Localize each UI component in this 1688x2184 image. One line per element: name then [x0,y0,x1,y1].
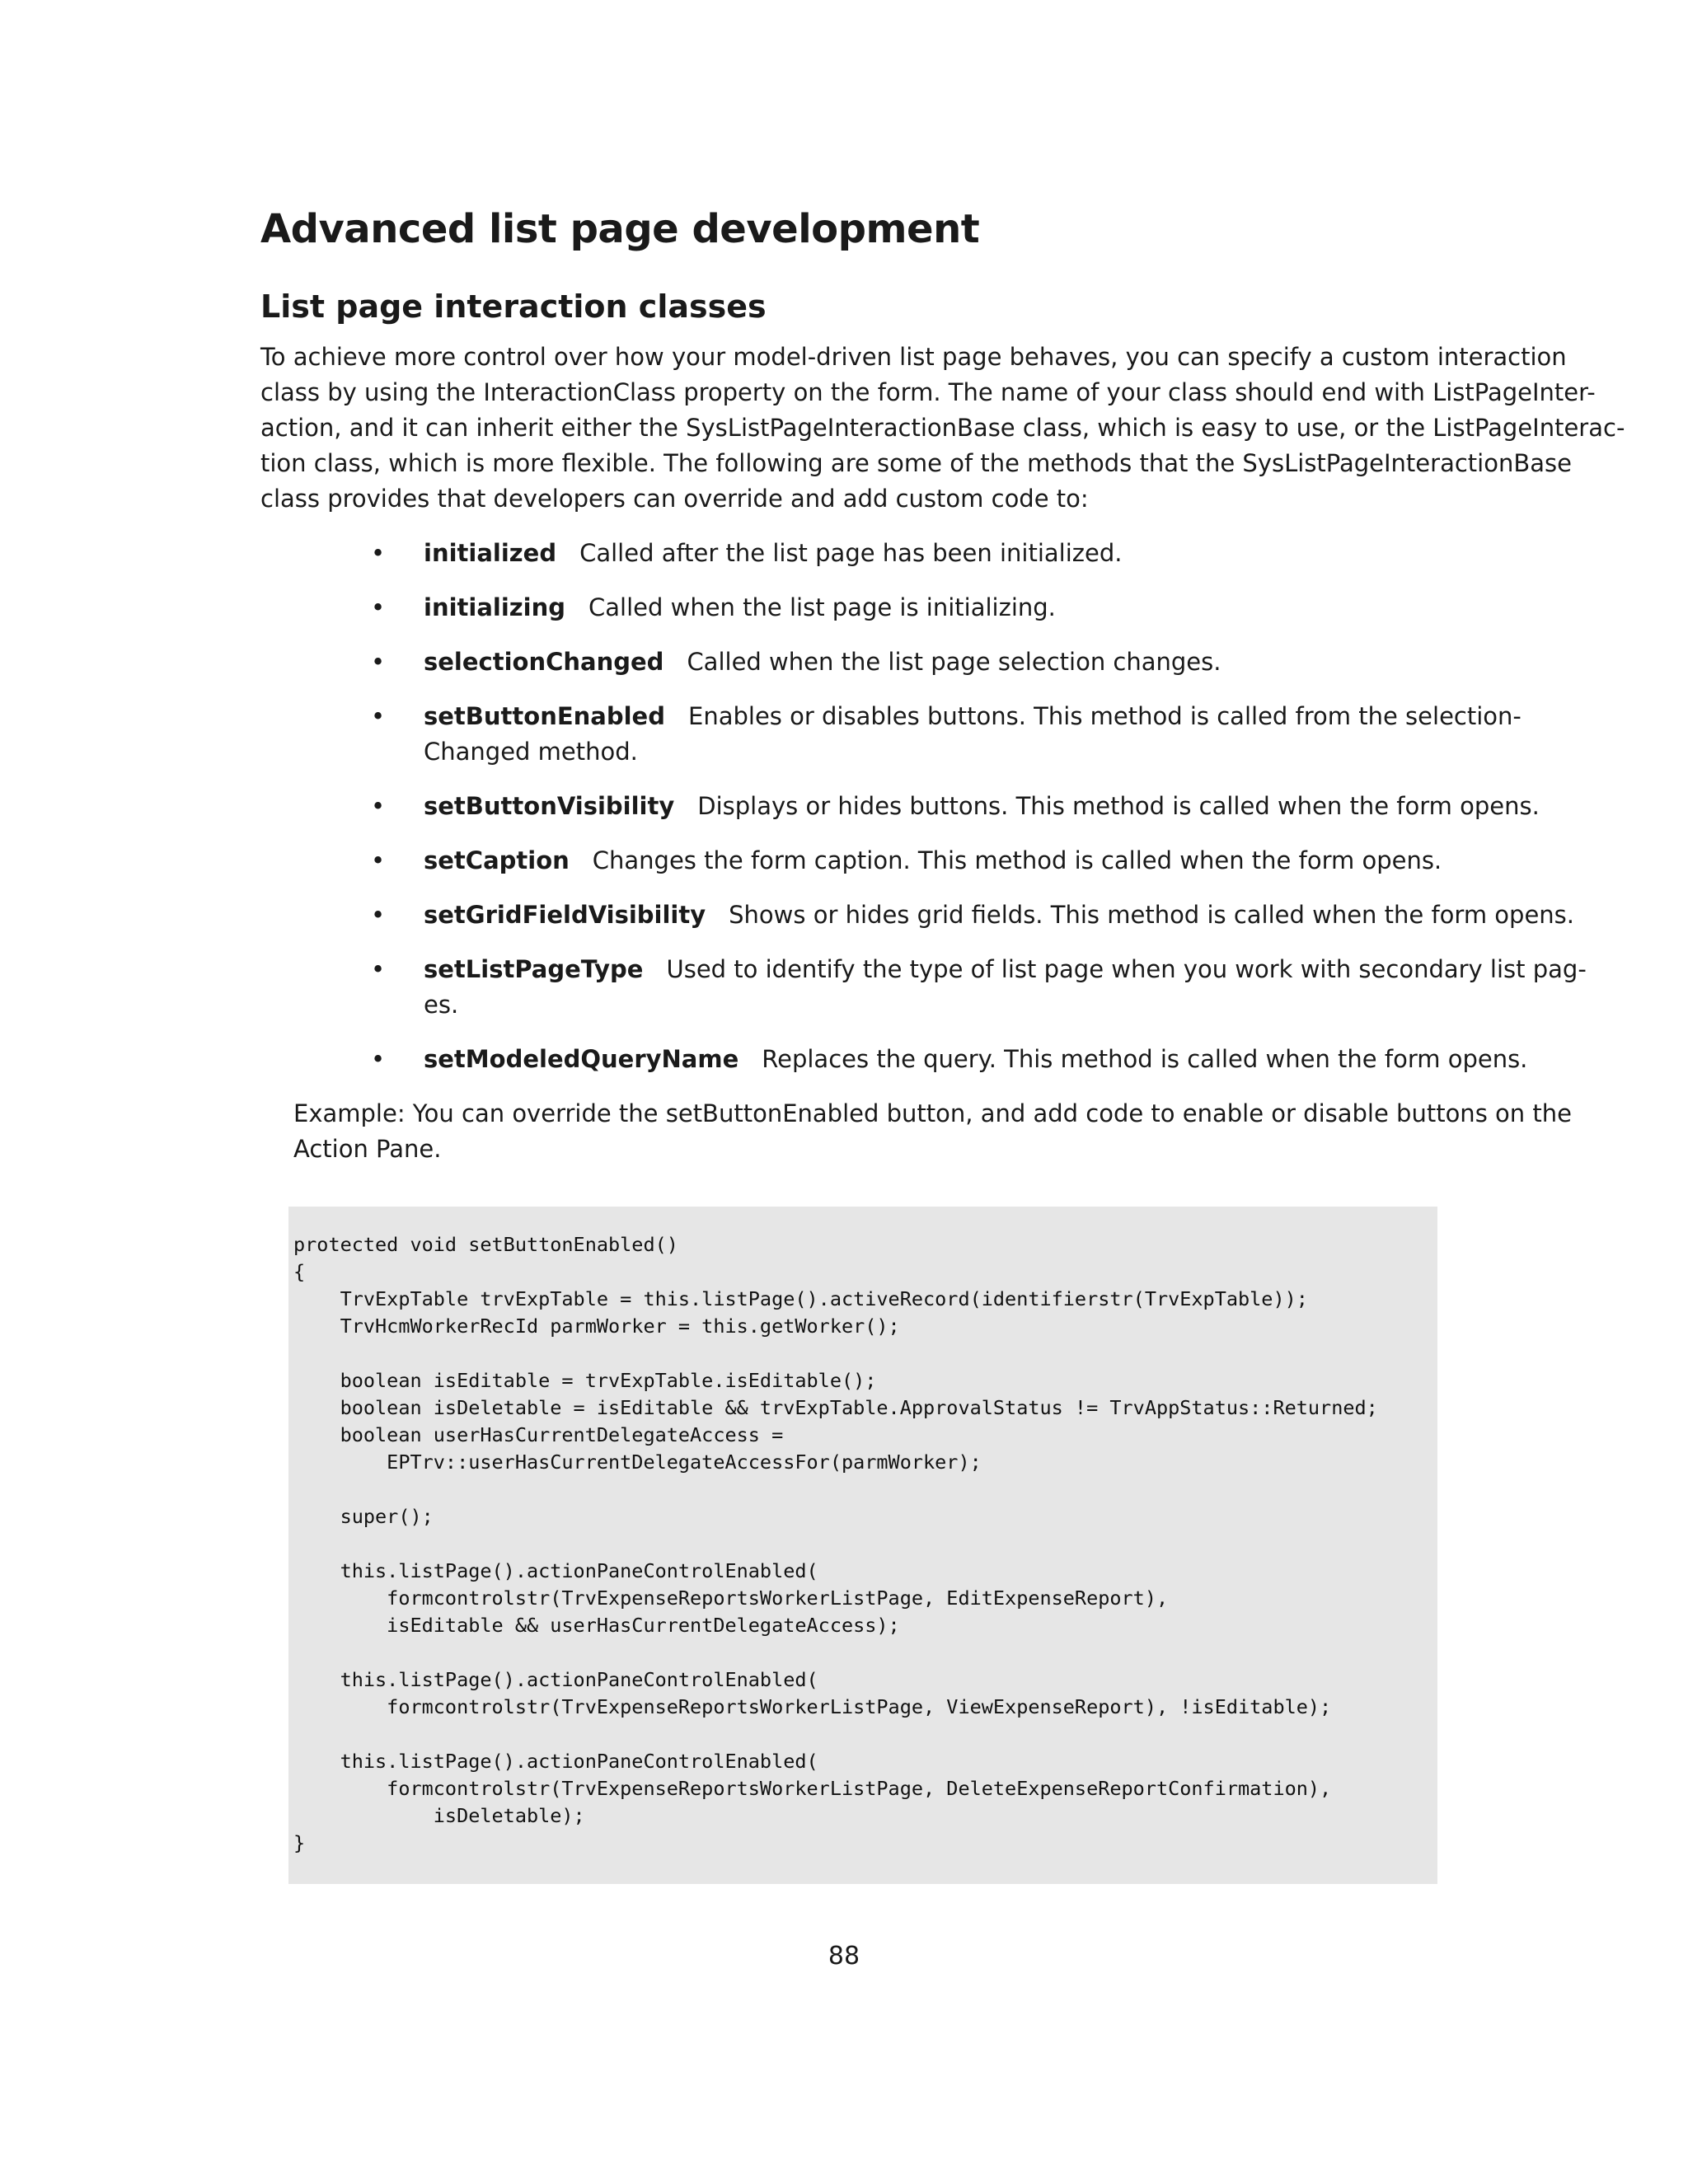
list-item [371,1042,1528,1077]
method-description: Shows or hides grid fields. This method is called when the form opens. [729,901,1575,929]
list-item [371,952,1587,1023]
bullet-icon: • [371,702,386,730]
intro-line: class by using the InteractionClass property on the form. The name of your class should end with ListPageInter- [260,378,1596,406]
method-name: setGridFieldVisibility [424,901,706,929]
example-line: Action Pane. [293,1135,442,1163]
bullet-icon: • [371,792,386,820]
page-number: 88 [828,1942,860,1971]
method-name: initialized [424,539,557,567]
method-name: selectionChanged [424,648,664,676]
method-list [371,536,1587,1096]
method-description: Called when the list page selection changes. [687,648,1221,676]
list-item [371,789,1540,824]
method-name: setButtonEnabled [424,702,665,730]
bullet-icon: • [371,539,386,567]
method-description: Enables or disables buttons. This method is called from the selection- [688,702,1522,730]
method-description: Used to identify the type of list page when you work with secondary list pag- [666,955,1587,983]
bullet-icon: • [371,901,386,929]
method-name: setCaption [424,846,570,874]
intro-line: class provides that developers can override and add custom code to: [260,485,1089,513]
code-block [288,1207,1437,1884]
bullet-icon: • [371,648,386,676]
method-description: Displays or hides buttons. This method is called when the form opens. [697,792,1540,820]
bullet-icon: • [371,955,386,983]
bullet-icon: • [371,1045,386,1073]
list-item [371,590,1467,626]
method-name: setButtonVisibility [424,792,675,820]
intro-line: tion class, which is more flexible. The following are some of the methods that the SysListPageInteractionBase [260,449,1572,477]
method-description: Called when the list page is initializing. [588,593,1056,621]
bullet-icon: • [371,593,386,621]
list-item [371,898,1575,933]
example-line: Example: You can override the setButtonEnabled button, and add code to enable or disable buttons on the [293,1099,1572,1127]
list-item [371,699,1522,770]
method-name: setModeledQueryName [424,1045,739,1073]
method-name: setListPageType [424,955,644,983]
method-description-continued: es. [424,991,459,1019]
method-name: initializing [424,593,566,621]
subsection-heading: List page interaction classes [260,288,767,325]
method-description: Called after the list page has been initialized. [579,539,1123,567]
intro-paragraph [260,340,1625,517]
method-description: Changes the form caption. This method is called when the form opens. [592,846,1442,874]
list-item [371,644,1467,680]
bullet-icon: • [371,846,386,874]
list-item [371,843,1467,879]
list-item [371,536,1467,571]
section-heading: Advanced list page development [260,206,980,252]
example-paragraph [293,1096,1572,1167]
method-description: Replaces the query. This method is called when the form opens. [762,1045,1528,1073]
intro-line: To achieve more control over how your model-driven list page behaves, you can specify a custom interaction [260,343,1567,371]
method-description-continued: Changed method. [424,738,638,766]
intro-line: action, and it can inherit either the SysListPageInteractionBase class, which is easy to use, or the ListPageInterac- [260,414,1625,442]
code-listing: protected void setButtonEnabled() { TrvExpTable trvExpTable = this.listPage().activeRecord(identifierstr(TrvExpTable)); TrvHcmWorkerRecId parmWorker = this.getWorker(); boolean isEditable = trvExpTable.isEditable(); boolean isDeletable = isEditable && trvExpTable.ApprovalStatus != TrvAppStatus::Returned; boolean userHasCurrentDelegateAccess = EPTrv::userHasCurrentDelegateAccessFor(parmWorker); super(); this.listPage().actionPaneControlEnabled( formcontrolstr(TrvExpenseReportsWorkerListPage, EditExpenseReport), isEditable && userHasCurrentDelegateAccess); this.listPage().actionPaneControlEnabled( formcontrolstr(TrvExpenseReportsWorkerListPage, ViewExpenseReport), !isEditable); this.listPage().actionPaneControlEnabled( formcontrolstr(TrvExpenseReportsWorkerListPage, DeleteExpenseReportConfirmation), isDeletable); } [293,1233,1378,1854]
